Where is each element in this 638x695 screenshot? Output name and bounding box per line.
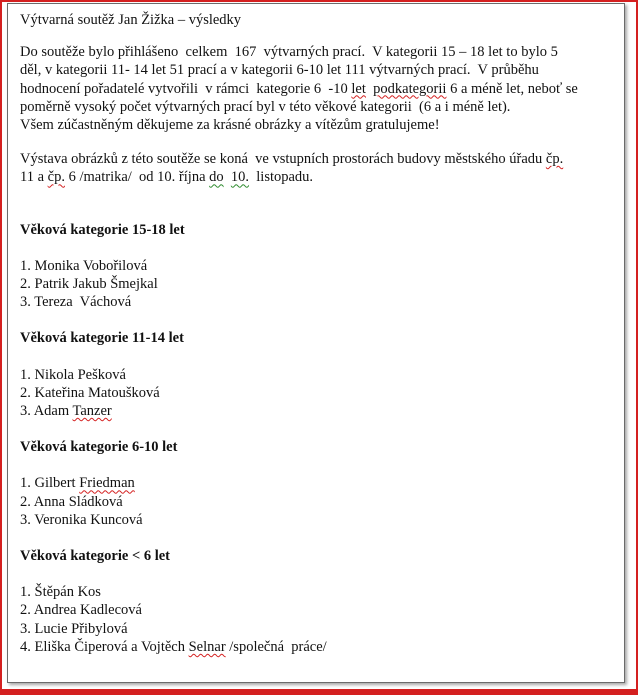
list-item: [20, 275, 624, 293]
category-6-10: [20, 438, 624, 529]
rank-number: 1.: [20, 475, 31, 492]
winner-name: Eliška Čiperová a Vojtěch: [34, 638, 189, 655]
winner-name: Nikola Pešková: [34, 366, 126, 383]
intro-paragraph: [20, 43, 624, 134]
winner-name: Patrik Jakub Šmejkal: [34, 276, 158, 293]
rank-number: 1.: [20, 584, 31, 601]
list-item: [20, 511, 624, 529]
grammar-word-10: 10.: [230, 169, 250, 186]
exhibition-paragraph: [20, 150, 624, 186]
winner-name: Gilbert: [34, 475, 80, 492]
winner-name: Monika Vobořilová: [34, 257, 148, 274]
rank-number: 3.: [20, 294, 31, 311]
spellcheck-word-tanzer: Tanzer: [72, 403, 112, 420]
spellcheck-word-cp-2: čp.: [47, 169, 65, 186]
spellcheck-word-selnar: Selnar: [188, 638, 226, 655]
winner-name: Lucie Přibylová: [34, 620, 128, 637]
intro-line-1: Do soutěže bylo přihlášeno celkem 167 výtvarných prací. V kategorii 15 – 18 let to bylo 5: [20, 44, 558, 61]
winners-list: [20, 257, 624, 312]
list-item: [20, 402, 624, 420]
document-panel: [7, 3, 625, 683]
intro-line-3-end: 6 a méně let, neboť se: [446, 80, 578, 97]
grammar-word-do: do: [209, 169, 224, 186]
rank-number: 4.: [20, 638, 31, 655]
rank-number: 2.: [20, 602, 31, 619]
intro-line-3-start: hodnocení pořadatelé vytvořili v rámci kategorie 6 -10: [20, 80, 352, 97]
exhibition-line-2-space: [224, 169, 231, 185]
list-item: [20, 583, 624, 601]
rank-number: 2.: [20, 493, 31, 510]
list-item: [20, 620, 624, 638]
exhibition-line-1-text: Výstava obrázků z této soutěže se koná ve vstupních prostorách budovy městského úřadu: [20, 151, 546, 168]
category-heading: Věková kategorie < 6 let: [20, 548, 171, 565]
intro-line-2: děl, v kategorii 11- 14 let 51 prací a v kategorii 6-10 let 111 výtvarných prací. V průběhu: [20, 62, 539, 79]
winner-name: Kateřina Matoušková: [34, 384, 160, 401]
winner-name: Anna Sládková: [33, 493, 123, 510]
exhibition-line-2-middle: 6 /matrika/ od 10. října: [64, 169, 210, 186]
list-item: [20, 366, 624, 384]
intro-line-4: poměrně vysoký počet výtvarných prací byl v této věkové kategorii (6 a i méně let).: [20, 98, 511, 115]
list-item: [20, 601, 624, 619]
category-heading: Věková kategorie 6-10 let: [20, 439, 178, 456]
list-item: [20, 474, 624, 492]
rank-number: 1.: [20, 366, 31, 383]
spellcheck-word-podkategorii: podkategorii: [373, 80, 447, 97]
winner-name-note: /společná práce/: [225, 638, 327, 655]
list-item: [20, 493, 624, 511]
category-11-14: [20, 329, 624, 420]
winners-list: [20, 366, 624, 421]
exhibition-line-2: [20, 168, 624, 186]
document-content: [20, 11, 624, 656]
category-heading: Věková kategorie 11-14 let: [20, 330, 184, 347]
winner-name: Andrea Kadlecová: [33, 602, 142, 619]
winners-list: [20, 474, 624, 529]
winners-list: [20, 583, 624, 656]
intro-line-3: [20, 80, 624, 98]
rank-number: 3.: [20, 403, 31, 420]
rank-number: 3.: [20, 511, 31, 528]
winner-name: Štěpán Kos: [34, 584, 101, 601]
list-item: [20, 293, 624, 311]
category-under-6: [20, 547, 624, 656]
rank-number: 1.: [20, 257, 31, 274]
winner-name: Adam: [33, 403, 73, 420]
exhibition-line-1: [20, 150, 624, 168]
rank-number: 2.: [20, 276, 31, 293]
rank-number: 2.: [20, 384, 31, 401]
list-item: [20, 257, 624, 275]
winner-name: Veronika Kuncová: [34, 511, 143, 528]
spellcheck-word-cp: čp.: [545, 151, 564, 168]
category-heading: Věková kategorie 15-18 let: [20, 221, 185, 238]
thanks-line: Všem zúčastněným děkujeme za krásné obrázky a vítězům gratulujeme!: [20, 117, 440, 134]
rank-number: 3.: [20, 620, 31, 637]
category-15-18: [20, 221, 624, 312]
spellcheck-word-let: let: [351, 80, 366, 97]
document-title: Výtvarná soutěž Jan Žižka – výsledky: [20, 12, 242, 28]
winner-name: Tereza Váchová: [34, 294, 132, 311]
spellcheck-word-friedman: Friedman: [79, 475, 135, 492]
list-item: [20, 384, 624, 402]
list-item: [20, 638, 624, 656]
exhibition-line-2-end: listopadu.: [249, 169, 314, 186]
exhibition-line-2-start: 11 a: [20, 169, 48, 186]
